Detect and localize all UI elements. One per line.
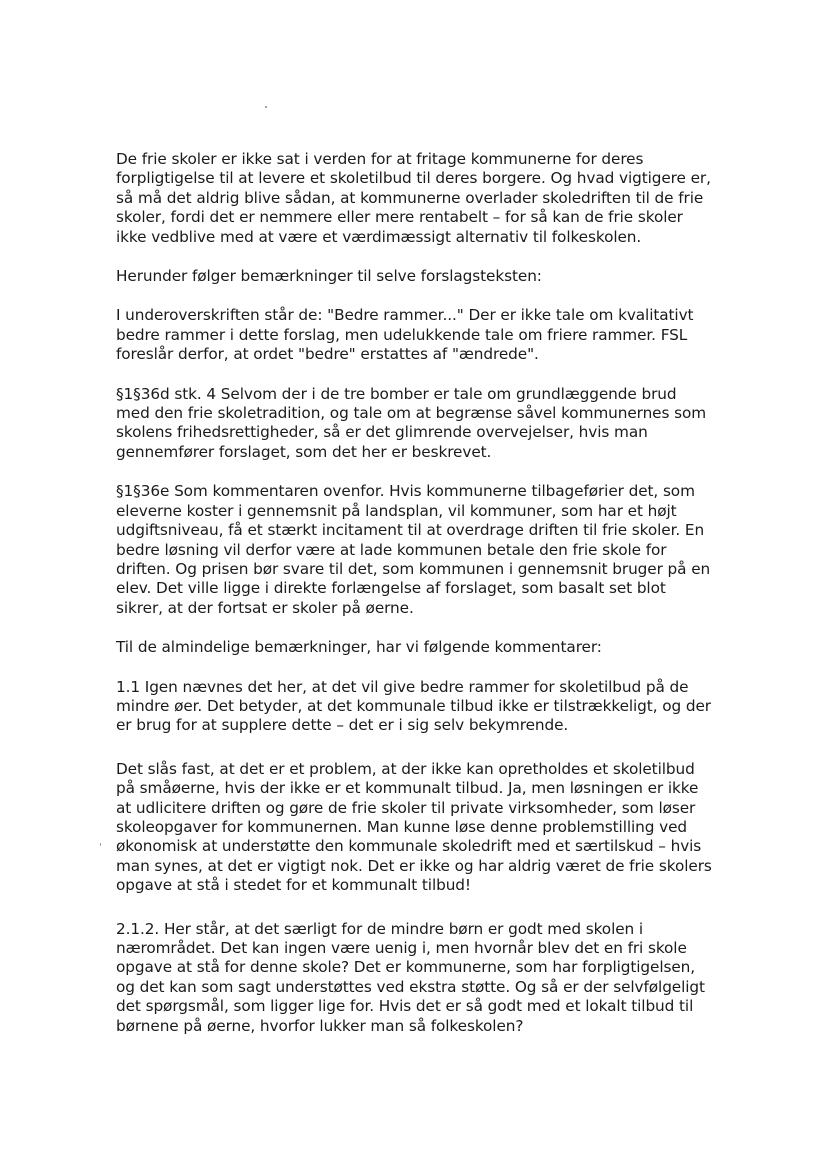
text-line: og det kan som sagt understøttes ved ekstra støtte. Og så er der selvfølgeligt	[116, 977, 705, 996]
text-line: det spørgsmål, som ligger lige for. Hvis det er så godt med et lokalt tilbud til	[116, 997, 694, 1016]
text-line: driften. Og prisen bør svare til det, som kommunen i gennemsnit bruger på en	[116, 559, 711, 578]
text-line: §1§36d stk. 4 Selvom der i de tre bomber er tale om grundlæggende brud	[116, 384, 677, 403]
text-line: 2.1.2. Her står, at det særligt for de mindre børn er godt med skolen i	[116, 919, 644, 938]
text-line: gennemfører forslaget, som det her er beskrevet.	[116, 442, 492, 461]
text-line: økonomisk at understøtte den kommunale skoledrift med et særtilskud – hvis	[116, 837, 702, 856]
text-line: eleverne koster i gennemsnit på landsplan, vil kommuner, som har et højt	[116, 501, 677, 520]
text-line: opgave at stå i stedet for et kommunalt tilbud!	[116, 876, 471, 895]
text-line: skolens frihedsrettigheder, så er det glimrende overvejelser, hvis man	[116, 423, 648, 442]
scan-speck	[265, 106, 267, 108]
text-line: skoler, fordi det er nemmere eller mere rentabelt – for så kan de frie skoler	[116, 208, 683, 227]
text-line: Det slås fast, at det er et problem, at der ikke kan opretholdes et skoletilbud	[116, 759, 695, 778]
text-line: I underoverskriften står de: "Bedre rammer..." Der er ikke tale om kvalitativt	[116, 306, 694, 325]
text-line: mindre øer. Det betyder, at det kommunale tilbud ikke er tilstrækkeligt, og der	[116, 696, 711, 715]
text-line: at udlicitere driften og gøre de frie skoler til private virksomheder, som løser	[116, 798, 696, 817]
paragraph-36e	[116, 482, 728, 618]
text-line: så må det aldrig blive sådan, at kommunerne overlader skoledriften til de frie	[116, 188, 704, 207]
paragraph-intro	[116, 150, 728, 247]
text-line: udgiftsniveau, få et stærkt incitament til at overdrage driften til frie skoler. En	[116, 521, 705, 540]
text-line: 1.1 Igen nævnes det her, at det vil give bedre rammer for skoletilbud på de	[116, 677, 689, 696]
text-line: med den frie skoletradition, og tale om at begrænse såvel kommunernes som	[116, 404, 707, 423]
text-line: på småøerne, hvis der ikke er et kommunalt tilbud. Ja, men løsningen er ikke	[116, 779, 699, 798]
paragraph-small-islands	[116, 760, 728, 896]
text-line: forpligtigelse til at levere et skoletilbud til deres borgere. Og hvad vigtigere er,	[116, 169, 711, 188]
text-line: bedre løsning vil derfor være at lade kommunen betale den frie skole for	[116, 540, 667, 559]
paragraph-heading-proposal	[116, 267, 728, 286]
paragraph-1-1	[116, 678, 728, 736]
paragraph-general-remarks	[116, 638, 728, 657]
text-line: skoleopgaver for kommunernen. Man kunne løse denne problemstilling ved	[116, 817, 688, 836]
text-line: elev. Det ville ligge i direkte forlængelse af forslaget, som basalt set blot	[116, 579, 666, 598]
text-line: §1§36e Som kommentaren ovenfor. Hvis kommunerne tilbageførier det, som	[116, 482, 695, 501]
paragraph-subheading-comment	[116, 306, 728, 364]
text-line: sikrer, at der fortsat er skoler på øerne.	[116, 598, 414, 617]
scan-speck	[100, 843, 101, 846]
text-line: Herunder følger bemærkninger til selve forslagsteksten:	[116, 267, 542, 286]
text-line: ikke vedblive med at være et værdimæssigt alternativ til folkeskolen.	[116, 227, 642, 246]
document-body	[116, 150, 728, 1056]
text-line: foreslår derfor, at ordet "bedre" erstattes af "ændrede".	[116, 345, 539, 364]
text-line: er brug for at supplere dette – det er i sig selv bekymrende.	[116, 716, 569, 735]
text-line: De frie skoler er ikke sat i verden for at fritage kommunerne for deres	[116, 150, 644, 168]
text-line: Til de almindelige bemærkninger, har vi følgende kommentarer:	[116, 638, 602, 657]
text-line: børnene på øerne, hvorfor lukker man så folkeskolen?	[116, 1016, 524, 1035]
paragraph-2-1-2	[116, 920, 728, 1036]
text-line: bedre rammer i dette forslag, men udelukkende tale om friere rammer. FSL	[116, 325, 688, 344]
text-line: nærområdet. Det kan ingen være uenig i, men hvornår blev det en fri skole	[116, 939, 687, 957]
text-line: opgave at stå for denne skole? Det er kommunerne, som har forpligtigelsen,	[116, 958, 696, 977]
text-line: man synes, at det er vigtigt nok. Det er ikke og har aldrig været de frie skolers	[116, 856, 712, 875]
paragraph-36d	[116, 385, 728, 463]
